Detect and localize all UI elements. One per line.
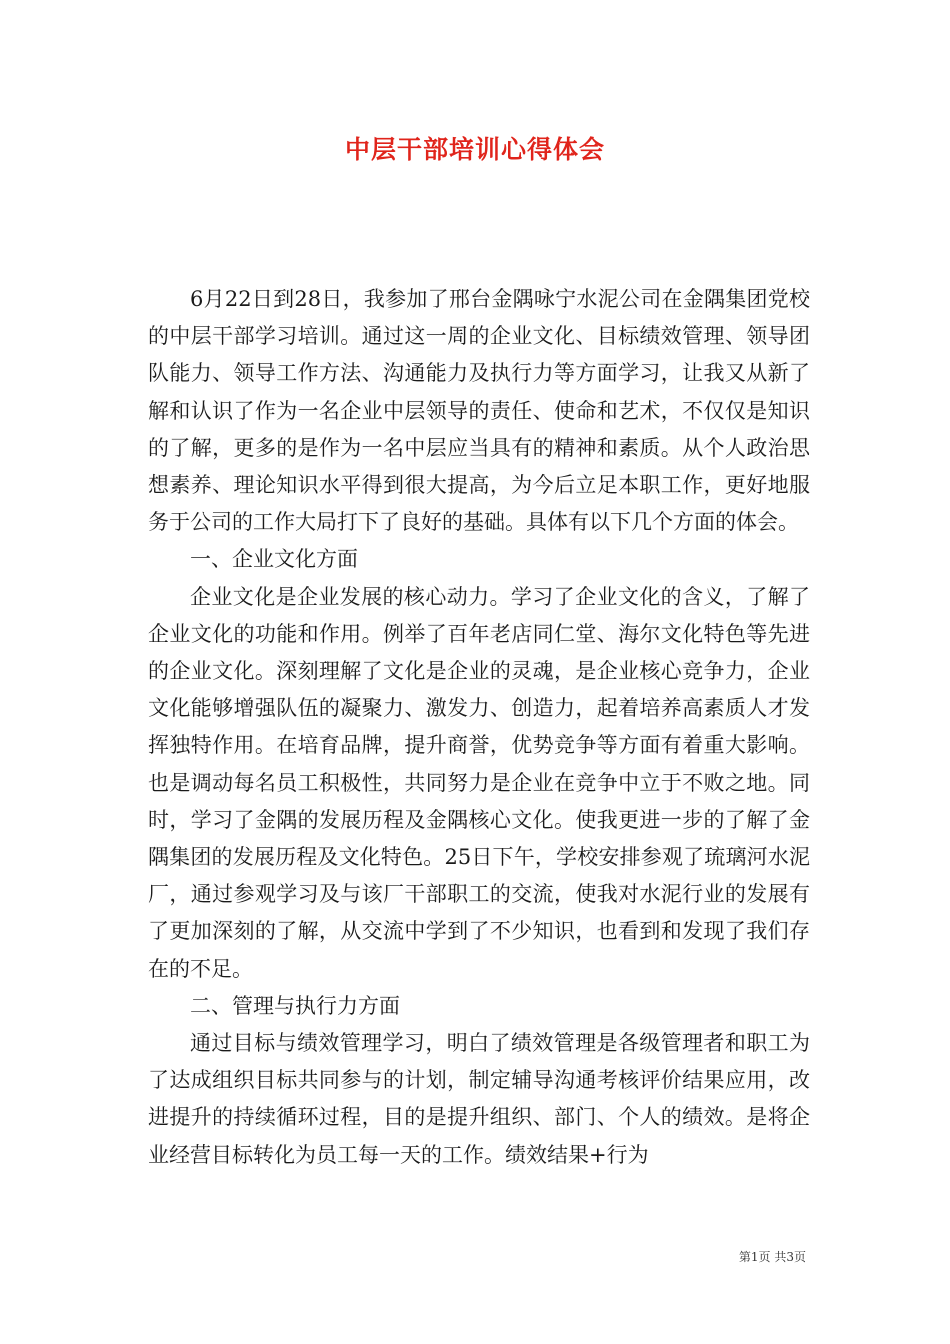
page-number: 第1页 共3页: [738, 1250, 806, 1264]
section-heading-culture: 一、企业文化方面: [190, 547, 358, 572]
paragraph-culture: 企业文化是企业发展的核心动力。学习了企业文化的含义，了解了企业文化的功能和作用。例举了百年老店同仁堂、海尔文化特色等先进的企业文化。深刻理解了文化是企业的灵魂，是企业核心竞争力，企业文化能够增强队伍的凝聚力、激发力、创造力，起着培养高素质人才发挥独特作用。在培育品牌，提升商誉，优势竞争等方面有着重大影响。也是调动每名员工积极性，共同努力是企业在竞争中立于不败之地。同时，学习了金隅的发展历程及金隅核心文化。使我更进一步的了解了金隅集团的发展历程及文化特色。25日下午，学校安排参观了琉璃河水泥厂，通过参观学习及与该厂干部职工的交流，使我对水泥行业的发展有了更加深刻的了解，从交流中学到了不少知识，也看到和发现了我们存在的不足。: [148, 584, 810, 981]
paragraph-intro: 6月22日到28日，我参加了邢台金隅咏宁水泥公司在金隅集团党校的中层干部学习培训。通过这一周的企业文化、目标绩效管理、领导团队能力、领导工作方法、沟通能力及执行力等方面学习，让我又从新了解和认识了作为一名企业中层领导的责任、使命和艺术，不仅仅是知识的了解，更多的是作为一名中层应当具有的精神和素质。从个人政治思想素养、理论知识水平得到很大提高，为今后立足本职工作，更好地服务于公司的工作大局打下了良好的基础。具体有以下几个方面的体会。: [148, 287, 810, 535]
paragraph-management: 通过目标与绩效管理学习，明白了绩效管理是各级管理者和职工为了达成组织目标共同参与的计划，制定辅导沟通考核评价结果应用，改进提升的持续循环过程，目的是提升组织、部门、个人的绩效。是将企业经营目标转化为员工每一天的工作。绩效结果+行为: [148, 1031, 810, 1167]
section-heading-management: 二、管理与执行力方面: [190, 993, 400, 1018]
document-title: 中层干部培训心得体会: [344, 135, 605, 164]
document-body: [148, 281, 810, 1174]
